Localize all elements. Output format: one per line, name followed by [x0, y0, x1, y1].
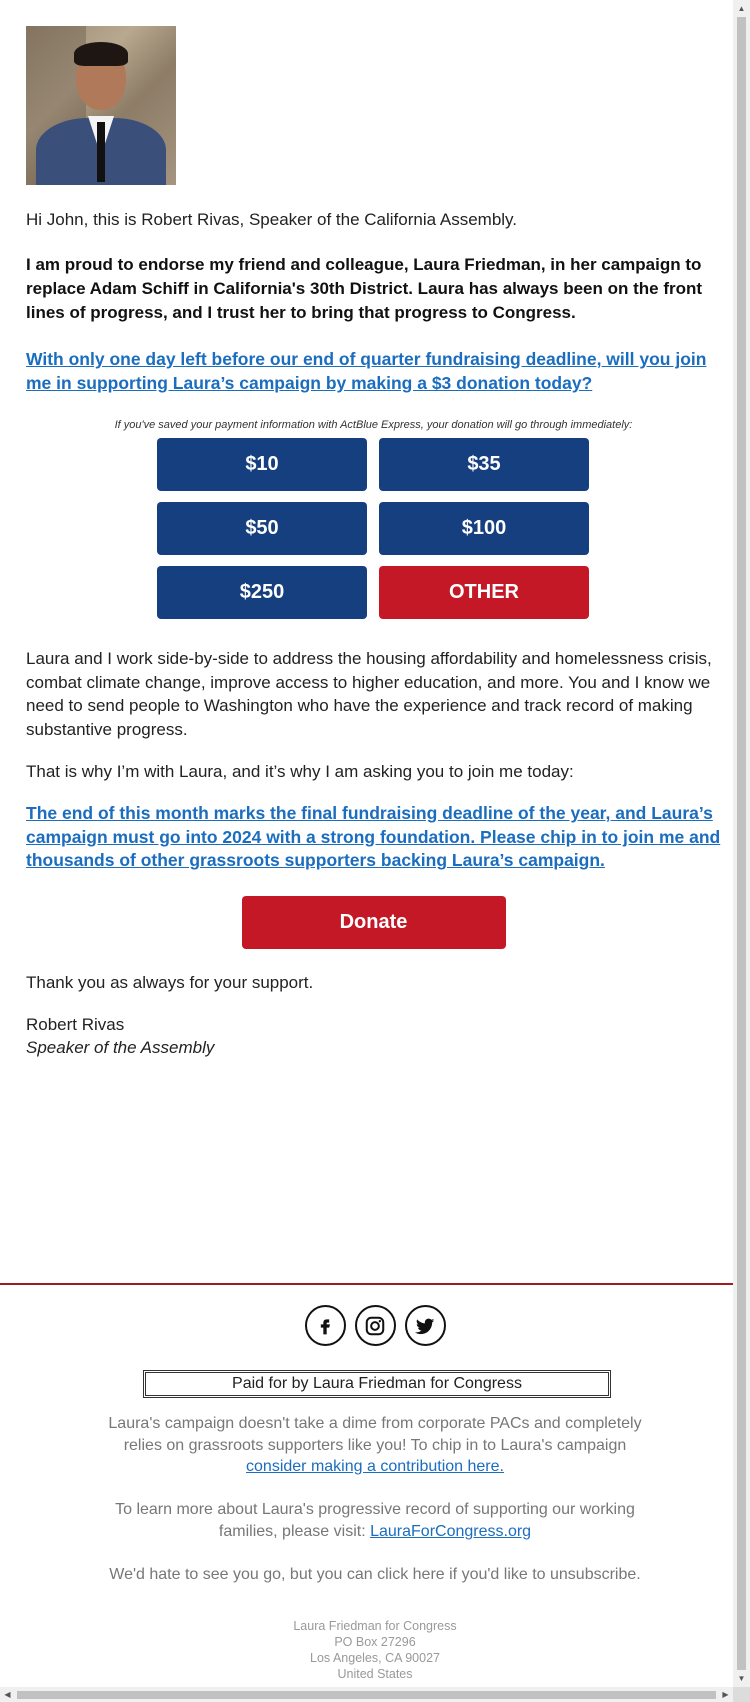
- email-body: [26, 26, 721, 1059]
- vertical-scroll-thumb[interactable]: [737, 17, 746, 1670]
- social-links: [0, 1305, 733, 1346]
- greeting-text: Hi John, this is Robert Rivas, Speaker of the California Assembly.: [26, 210, 518, 229]
- scroll-up-arrow-icon[interactable]: ▲: [737, 4, 746, 13]
- scroll-down-arrow-icon[interactable]: ▼: [737, 1674, 746, 1683]
- sender-photo: [26, 26, 176, 185]
- donate-250-button[interactable]: $250: [157, 566, 367, 619]
- facebook-icon[interactable]: [305, 1305, 346, 1346]
- footer-learn-copy: To learn more about Laura's progressive record of supporting our working families, please visit:: [115, 1501, 635, 1540]
- donate-other-button[interactable]: OTHER: [379, 566, 589, 619]
- thanks-text: Thank you as always for your support.: [26, 973, 314, 993]
- scroll-left-arrow-icon[interactable]: ◀: [4, 1690, 11, 1699]
- contribution-link[interactable]: consider making a contribution here.: [246, 1458, 504, 1475]
- donate-button[interactable]: Donate: [242, 896, 506, 949]
- donate-10-button[interactable]: $10: [157, 438, 367, 491]
- signature-title: Speaker of the Assembly: [26, 1038, 215, 1058]
- website-link[interactable]: LauraForCongress.org: [370, 1522, 532, 1540]
- endorsement-text: I am proud to endorse my friend and colleague, Laura Friedman, in her campaign to replace Adam Schiff in California's 30th District. Laura has always been on the front lines of progress, and I trust her to bring that progress to Congress.: [26, 255, 703, 322]
- vertical-scrollbar[interactable]: [733, 0, 750, 1687]
- horizontal-scrollbar[interactable]: [0, 1687, 750, 1702]
- donation-amount-grid: [157, 438, 590, 619]
- signature-name: Robert Rivas: [26, 1015, 125, 1035]
- scroll-right-arrow-icon[interactable]: ▶: [722, 1690, 729, 1699]
- donate-35-button[interactable]: $35: [379, 438, 589, 491]
- footer-pacs-copy: Laura's campaign doesn't take a dime from corporate PACs and completely relies on grassroots supporters like you! To chip in to Laura's campaign: [108, 1415, 642, 1454]
- address-line-3: Los Angeles, CA 90027: [310, 1651, 440, 1665]
- deadline-ask-link[interactable]: The end of this month marks the final fundraising deadline of the year, and Laura’s campaign must go into 2024 with a strong foundation. Please chip in to join me and thousands of other grassroots supporters backing Laura’s campaign.: [26, 803, 721, 871]
- body-paragraph: Laura and I work side-by-side to address the housing affordability and homelessness crisis, combat climate change, improve access to higher education, and more. You and I know we need to send people to Washington who have the experience and track record of making substantive progress.: [26, 649, 712, 739]
- address-line-4: United States: [337, 1667, 413, 1681]
- mailing-address: [0, 1618, 733, 1682]
- scrollbar-corner: [733, 1687, 750, 1702]
- instagram-icon[interactable]: [355, 1305, 396, 1346]
- actblue-express-note: If you've saved your payment information with ActBlue Express, your donation will go through immediately:: [114, 419, 633, 431]
- paid-for-disclaimer: Paid for by Laura Friedman for Congress: [143, 1370, 611, 1398]
- footer-pacs-text: [90, 1413, 660, 1478]
- twitter-icon[interactable]: [405, 1305, 446, 1346]
- address-line-1: Laura Friedman for Congress: [293, 1619, 457, 1633]
- footer-learn-text: [90, 1499, 660, 1542]
- address-line-2: PO Box 27296: [334, 1635, 416, 1649]
- donation-ask-link[interactable]: With only one day left before our end of quarter fundraising deadline, will you join me in supporting Laura’s campaign by making a $3 donation today?: [26, 349, 707, 393]
- horizontal-scroll-thumb[interactable]: [17, 1691, 716, 1699]
- unsubscribe-text[interactable]: We'd hate to see you go, but you can click here if you'd like to unsubscribe.: [109, 1566, 641, 1583]
- donate-50-button[interactable]: $50: [157, 502, 367, 555]
- donate-100-button[interactable]: $100: [379, 502, 589, 555]
- why-paragraph: That is why I’m with Laura, and it’s why I am asking you to join me today:: [26, 762, 574, 781]
- footer-divider: [0, 1283, 733, 1285]
